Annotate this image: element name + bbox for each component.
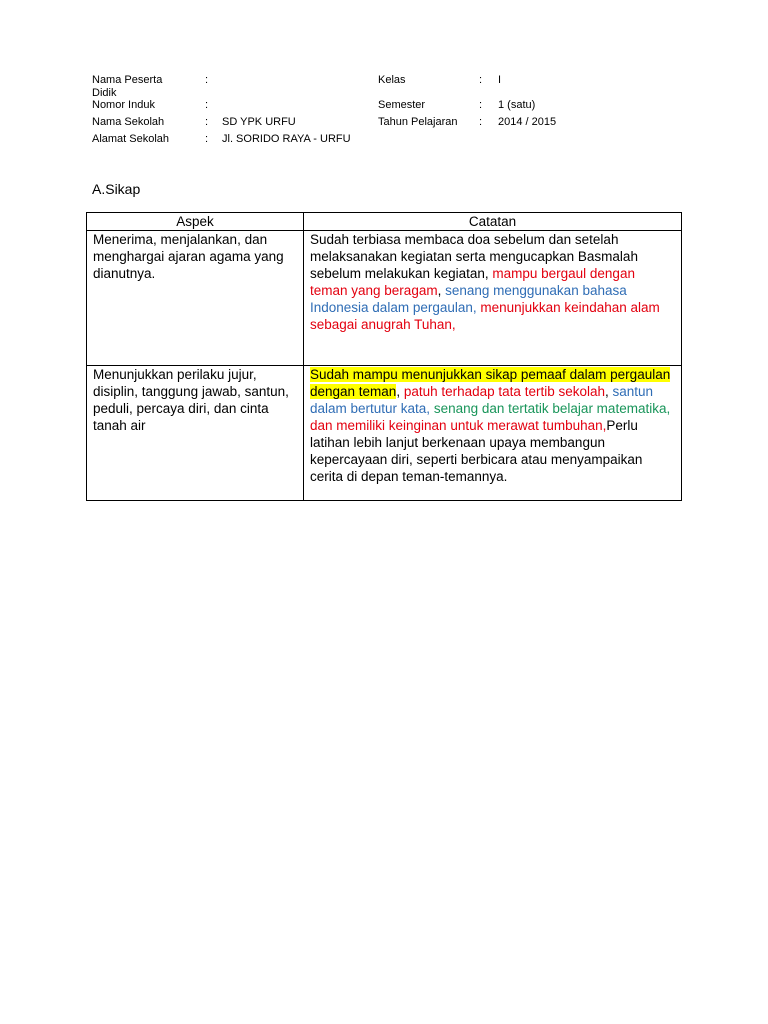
- table-row: [87, 231, 682, 366]
- info-label: Semester: [378, 99, 426, 111]
- info-value: 1 (satu): [498, 99, 536, 111]
- info-colon: :: [479, 74, 483, 86]
- catatan-text-green: senang dan tertatik belajar matematika,: [430, 401, 671, 416]
- header-catatan: Catatan: [304, 213, 682, 231]
- catatan-text: Perlu latihan lebih lanjut berkenaan upaya membangun kepercayaan diri, seperti berbicara atau menyampaikan cerita di depan teman-temannya.: [310, 418, 643, 484]
- catatan-text: ,: [437, 283, 446, 298]
- info-label: Nama Sekolah: [92, 116, 165, 128]
- catatan-text-blue: senang menggunakan bahasa Indonesia dalam pergaulan,: [310, 283, 627, 315]
- info-colon: :: [205, 74, 209, 86]
- catatan-text-highlighted: Sudah mampu menunjukkan sikap pemaaf dalam pergaulan dengan teman: [310, 367, 671, 399]
- info-label: Kelas: [378, 74, 406, 86]
- info-label: Nomor Induk: [92, 99, 155, 111]
- info-colon: :: [479, 116, 483, 128]
- header-aspek: Aspek: [87, 213, 304, 231]
- info-colon: :: [479, 99, 483, 111]
- catatan-text-blue: santun dalam bertutur kata,: [310, 384, 654, 416]
- info-value: I: [498, 74, 502, 86]
- info-colon: :: [205, 99, 209, 111]
- catatan-text-red: dan memiliki keinginan untuk merawat tumbuhan,: [310, 418, 607, 433]
- catatan-text: ,: [396, 384, 404, 399]
- info-label: Tahun Pelajaran: [378, 116, 458, 128]
- catatan-cell: [304, 366, 682, 501]
- catatan-text-red: patuh terhadap tata tertib sekolah: [403, 384, 605, 399]
- aspek-cell: Menerima, menjalankan, dan menghargai ajaran agama yang dianutnya.: [87, 231, 304, 366]
- section-title: A.Sikap: [92, 181, 141, 197]
- catatan-text: ,: [605, 384, 613, 399]
- info-value: Jl. SORIDO RAYA - URFU: [222, 133, 351, 145]
- info-value: 2014 / 2015: [498, 116, 557, 128]
- aspek-cell: Menunjukkan perilaku jujur, disiplin, tanggung jawab, santun, peduli, percaya diri, dan cinta tanah air: [87, 366, 304, 501]
- info-label: Nama Peserta Didik: [92, 74, 163, 99]
- info-label: Alamat Sekolah: [92, 133, 170, 145]
- table-row: [87, 366, 682, 501]
- catatan-text-red: mampu bergaul dengan teman yang beragam: [310, 266, 635, 298]
- catatan-text-red: menunjukkan keindahan alam sebagai anugrah Tuhan,: [310, 300, 660, 332]
- catatan-text: Sudah terbiasa membaca doa sebelum dan setelah melaksanakan kegiatan serta mengucapkan Basmalah sebelum melakukan kegiatan,: [310, 232, 638, 281]
- table-header-row: [87, 213, 682, 231]
- info-colon: :: [205, 133, 209, 145]
- info-value: SD YPK URFU: [222, 116, 296, 128]
- info-colon: :: [205, 116, 209, 128]
- sikap-table: [86, 212, 682, 501]
- catatan-cell: [304, 231, 682, 366]
